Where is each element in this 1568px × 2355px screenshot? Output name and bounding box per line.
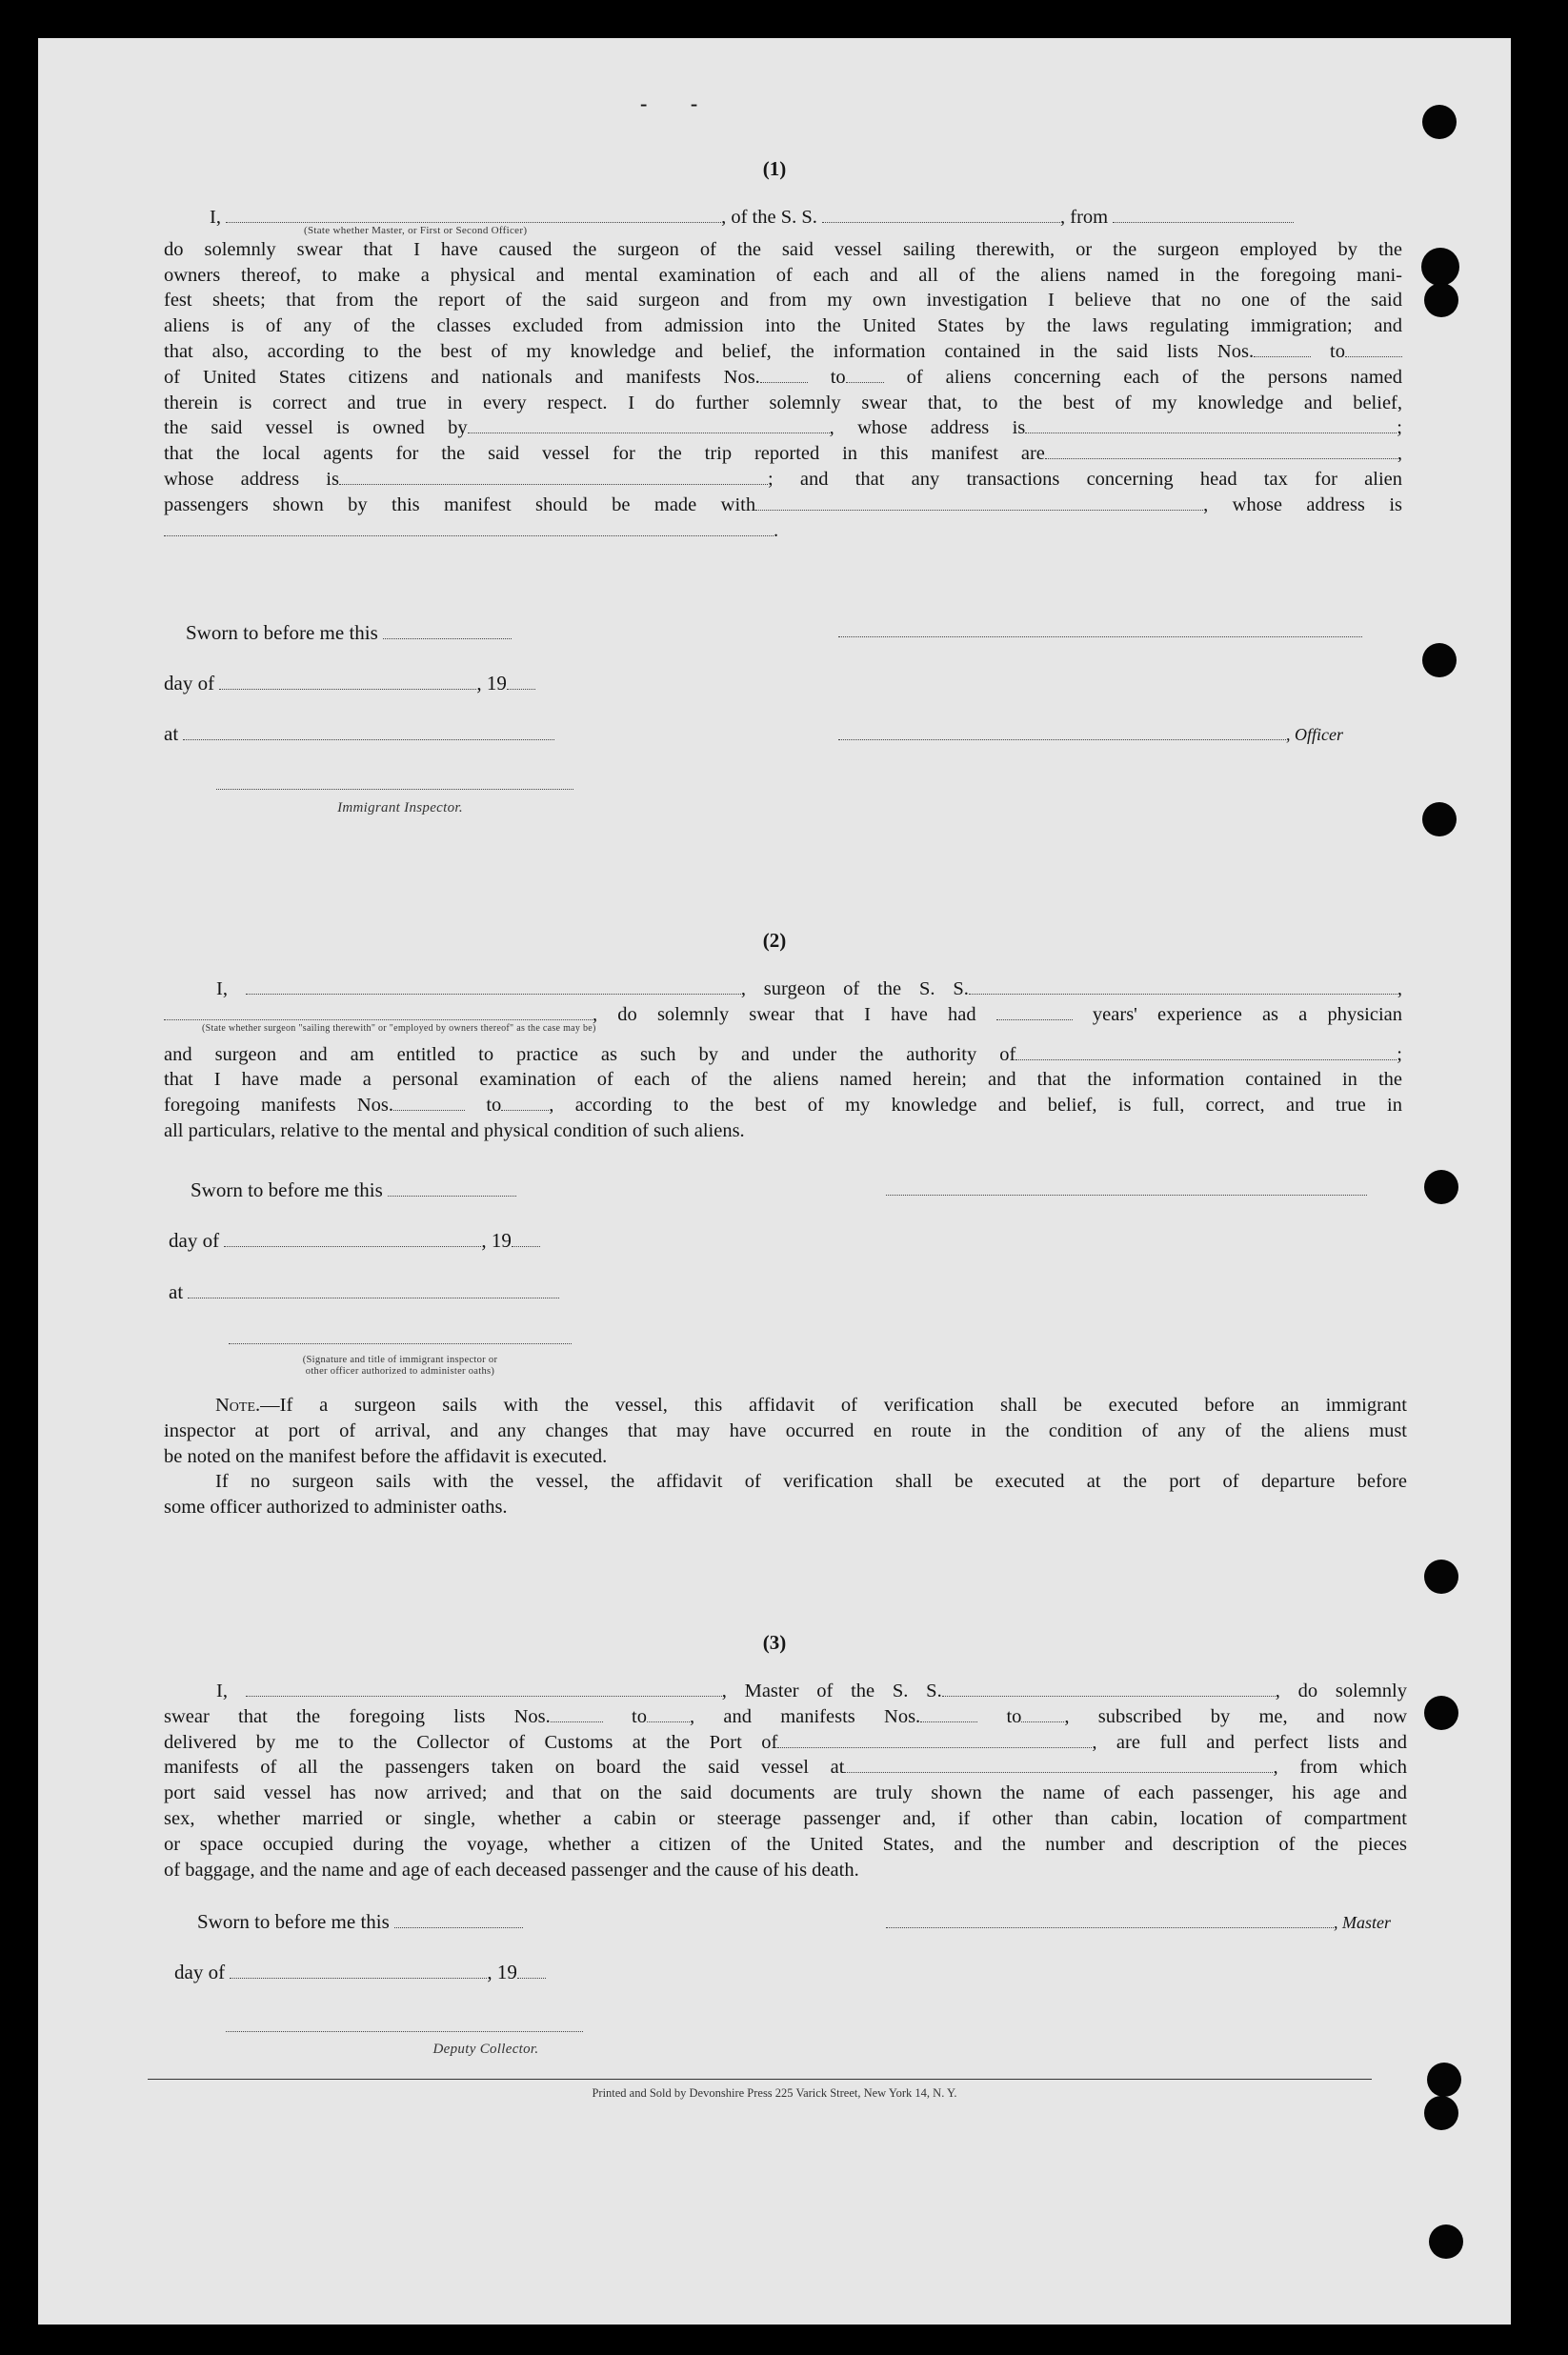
signature-line-1[interactable] — [838, 636, 1362, 637]
day-of-label-2: day of , 19 — [169, 1229, 540, 1253]
master-manifests-from-field[interactable] — [920, 1704, 977, 1722]
master-signature-field[interactable] — [886, 1910, 1334, 1928]
punch-hole — [1424, 1696, 1458, 1730]
punch-hole — [1424, 283, 1458, 317]
section-1-text: fest sheets; that from the report of the said surgeon and from my own investigation I believe that no one of the said — [164, 290, 1402, 312]
section-1-text: therein is correct and true in every respect. I do further solemnly swear that, to the best of my knowledge and belief, — [164, 392, 1402, 413]
section-1-passengers-line: passengers shown by this manifest should be made with , whose address is — [164, 493, 1402, 515]
at-place-field-2[interactable] — [188, 1280, 559, 1298]
footer-rule — [148, 2079, 1372, 2080]
section-2-line-1: I, , surgeon of the S. S. , — [216, 978, 1403, 999]
officer-signature-1: , Officer — [838, 722, 1343, 746]
sworn-label-1: Sworn to before me this — [186, 621, 512, 645]
section-2-body — [164, 976, 1402, 1144]
head-tax-address-field[interactable] — [164, 518, 774, 536]
surgeon-vessel-field[interactable] — [969, 976, 1397, 995]
day-of-field-3[interactable] — [230, 1961, 487, 1979]
section-1-caption: (State whether Master, or First or Second Officer) — [304, 224, 528, 236]
section-2-caption: (State whether surgeon "sailing therewith" or "employed by owners thereof" as the case may be) — [202, 1022, 596, 1034]
section-2-text: all particulars, relative to the mental and physical condition of such aliens. — [164, 1119, 745, 1141]
sworn-date-field-1[interactable] — [383, 621, 512, 639]
punch-hole — [1424, 1560, 1458, 1594]
master-signature: , Master — [886, 1910, 1391, 1934]
punch-hole — [1421, 248, 1459, 286]
sworn-date-field-2[interactable] — [388, 1178, 516, 1197]
agents-address-field[interactable] — [339, 467, 768, 485]
note-line: some officer authorized to administer oaths. — [164, 1497, 508, 1519]
lists-from-field[interactable] — [1254, 339, 1311, 357]
sworn-label-3: Sworn to before me this — [197, 1910, 523, 1934]
printer-imprint: Printed and Sold by Devonshire Press 225 Varick Street, New York 14, N. Y. — [592, 2086, 957, 2100]
section-3-text: of baggage, and the name and age of each deceased passenger and the cause of his death. — [164, 1859, 859, 1881]
boarding-port-field[interactable] — [844, 1755, 1273, 1773]
section-1-lists-line: that also, according to the best of my knowledge and belief, the information contained in the said lists Nos. to — [164, 339, 1402, 365]
section-3-line-2: swear that the foregoing lists Nos. to , and manifests Nos. to , subscribed by me, and now — [164, 1705, 1408, 1727]
manifests-from-field[interactable] — [760, 365, 808, 383]
section-1-line-1: I, , of the S. S. , from — [164, 205, 1402, 231]
section-1-whose-line: whose address is ; and that any transactions concerning head tax for alien — [164, 468, 1402, 490]
oath-officer-caption: (Signature and title of immigrant inspector or other officer authorized to administer oaths) — [302, 1355, 498, 1377]
master-manifests-to-field[interactable] — [1021, 1704, 1064, 1722]
sworn-date-field-3[interactable] — [394, 1910, 523, 1928]
form-page — [38, 38, 1511, 2325]
inspector-caption: Immigrant Inspector. — [337, 800, 463, 815]
section-3-text: sex, whether married or single, whether a cabin or steerage passenger and, if other than cabin, location of compartment — [164, 1807, 1407, 1829]
collector-caption: Deputy Collector. — [432, 2042, 539, 2057]
section-1-owned-line: the said vessel is owned by , whose address is ; — [164, 417, 1402, 439]
local-agents-field[interactable] — [1045, 441, 1397, 459]
master-vessel-field[interactable] — [942, 1679, 1276, 1697]
note-line: inspector at port of arrival, and any changes that may have occurred en route in the condition of any of the aliens must — [164, 1419, 1407, 1441]
section-1-agents-line: that the local agents for the said vessel for the trip reported in this manifest are , — [164, 443, 1402, 465]
punch-hole — [1424, 1170, 1458, 1204]
section-2-authority-line: and surgeon and am entitled to practice as such by and under the authority of ; — [164, 1043, 1402, 1065]
sworn-label-2: Sworn to before me this — [191, 1178, 516, 1202]
officer-name-field[interactable] — [226, 205, 721, 223]
year-field-3[interactable] — [517, 1961, 546, 1979]
section-1-end-line: . — [164, 518, 1402, 544]
section-1-text: aliens is of any of the classes excluded from admission into the United States by the laws regulating immigration; and — [164, 315, 1402, 337]
punch-hole — [1422, 802, 1457, 836]
header-marks: - - — [640, 91, 717, 115]
section-1-text: do solemnly swear that I have caused the surgeon of the said vessel sailing therewith, or the surgeon employed by the — [164, 238, 1402, 260]
punch-hole — [1422, 105, 1457, 139]
day-of-label-1: day of , 19 — [164, 672, 535, 695]
punch-hole — [1422, 643, 1457, 677]
lists-to-field[interactable] — [1345, 339, 1402, 357]
section-3-body — [164, 1679, 1407, 1882]
port-field[interactable] — [777, 1730, 1092, 1748]
surgeon-manifests-to-field[interactable] — [501, 1093, 549, 1111]
at-label-1: at — [164, 722, 554, 746]
section-3-text: or space occupied during the voyage, whether a citizen of the United States, and the number and description of the pieces — [164, 1833, 1407, 1855]
section-3-line-3: delivered by me to the Collector of Customs at the Port of , are full and perfect lists and — [164, 1731, 1407, 1753]
master-lists-to-field[interactable] — [647, 1704, 690, 1722]
section-3-number: (3) — [762, 1631, 787, 1654]
year-field-2[interactable] — [512, 1229, 540, 1247]
manifests-to-field[interactable] — [846, 365, 884, 383]
master-name-field[interactable] — [246, 1679, 722, 1697]
section-1-text: owners thereof, to make a physical and mental examination of each and all of the aliens named in the foregoing mani- — [164, 264, 1402, 286]
from-port-field[interactable] — [1113, 205, 1294, 223]
years-experience-field[interactable] — [996, 1002, 1073, 1020]
surgeon-status-field[interactable] — [164, 1002, 593, 1020]
section-1-citizens-line: of United States citizens and nationals and manifests Nos. to of aliens concerning each of the persons named — [164, 366, 1403, 388]
oath-officer-signature-line[interactable] — [229, 1343, 572, 1344]
section-3-line-4: manifests of all the passengers taken on board the said vessel at , from which — [164, 1757, 1408, 1779]
section-2-manifests-line: foregoing manifests Nos. to , according to the best of my knowledge and belief, is full, correct, and true in — [164, 1095, 1402, 1117]
signature-line-2[interactable] — [886, 1195, 1367, 1196]
section-1-body — [164, 205, 1402, 543]
surgeon-manifests-from-field[interactable] — [393, 1093, 465, 1111]
section-1-number: (1) — [762, 157, 787, 180]
at-place-field-1[interactable] — [183, 722, 554, 740]
punch-hole — [1424, 2096, 1458, 2130]
day-of-field-2[interactable] — [224, 1229, 481, 1247]
note-line: If no surgeon sails with the vessel, the affidavit of verification shall be executed at the port of departure before — [215, 1471, 1407, 1493]
section-3-text: port said vessel has now arrived; and that on the said documents are truly shown the name of each passenger, his age and — [164, 1782, 1407, 1804]
officer-signature-field[interactable] — [838, 722, 1286, 740]
day-of-field-1[interactable] — [219, 672, 476, 690]
note-line: be noted on the manifest before the affidavit is executed. — [164, 1445, 608, 1467]
year-field-1[interactable] — [507, 672, 535, 690]
master-lists-from-field[interactable] — [551, 1704, 603, 1722]
section-2-text: that I have made a personal examination of each of the aliens named herein; and that the information contained in the — [164, 1069, 1402, 1091]
section-2-note — [164, 1393, 1407, 1520]
collector-signature-line[interactable] — [226, 2031, 583, 2032]
section-2-number: (2) — [762, 929, 787, 952]
day-of-label-3: day of , 19 — [174, 1961, 546, 1984]
surgeon-name-field[interactable] — [246, 976, 741, 995]
vessel-name-field[interactable] — [822, 205, 1060, 223]
authority-field[interactable] — [1015, 1042, 1397, 1060]
owner-field[interactable] — [468, 415, 830, 433]
section-2-line-2: , do solemnly swear that I have had years' experience as a physician — [164, 1002, 1402, 1028]
owner-address-field[interactable] — [1025, 415, 1397, 433]
punch-hole — [1429, 2224, 1463, 2259]
head-tax-contact-field[interactable] — [755, 493, 1203, 511]
note-line: Note.—If a surgeon sails with the vessel, this affidavit of verification shall be executed before an immigrant — [215, 1395, 1407, 1416]
at-label-2: at — [169, 1280, 559, 1304]
inspector-signature-line[interactable] — [216, 789, 573, 790]
section-3-line-1: I, , Master of the S. S. , do solemnly — [216, 1681, 1407, 1701]
